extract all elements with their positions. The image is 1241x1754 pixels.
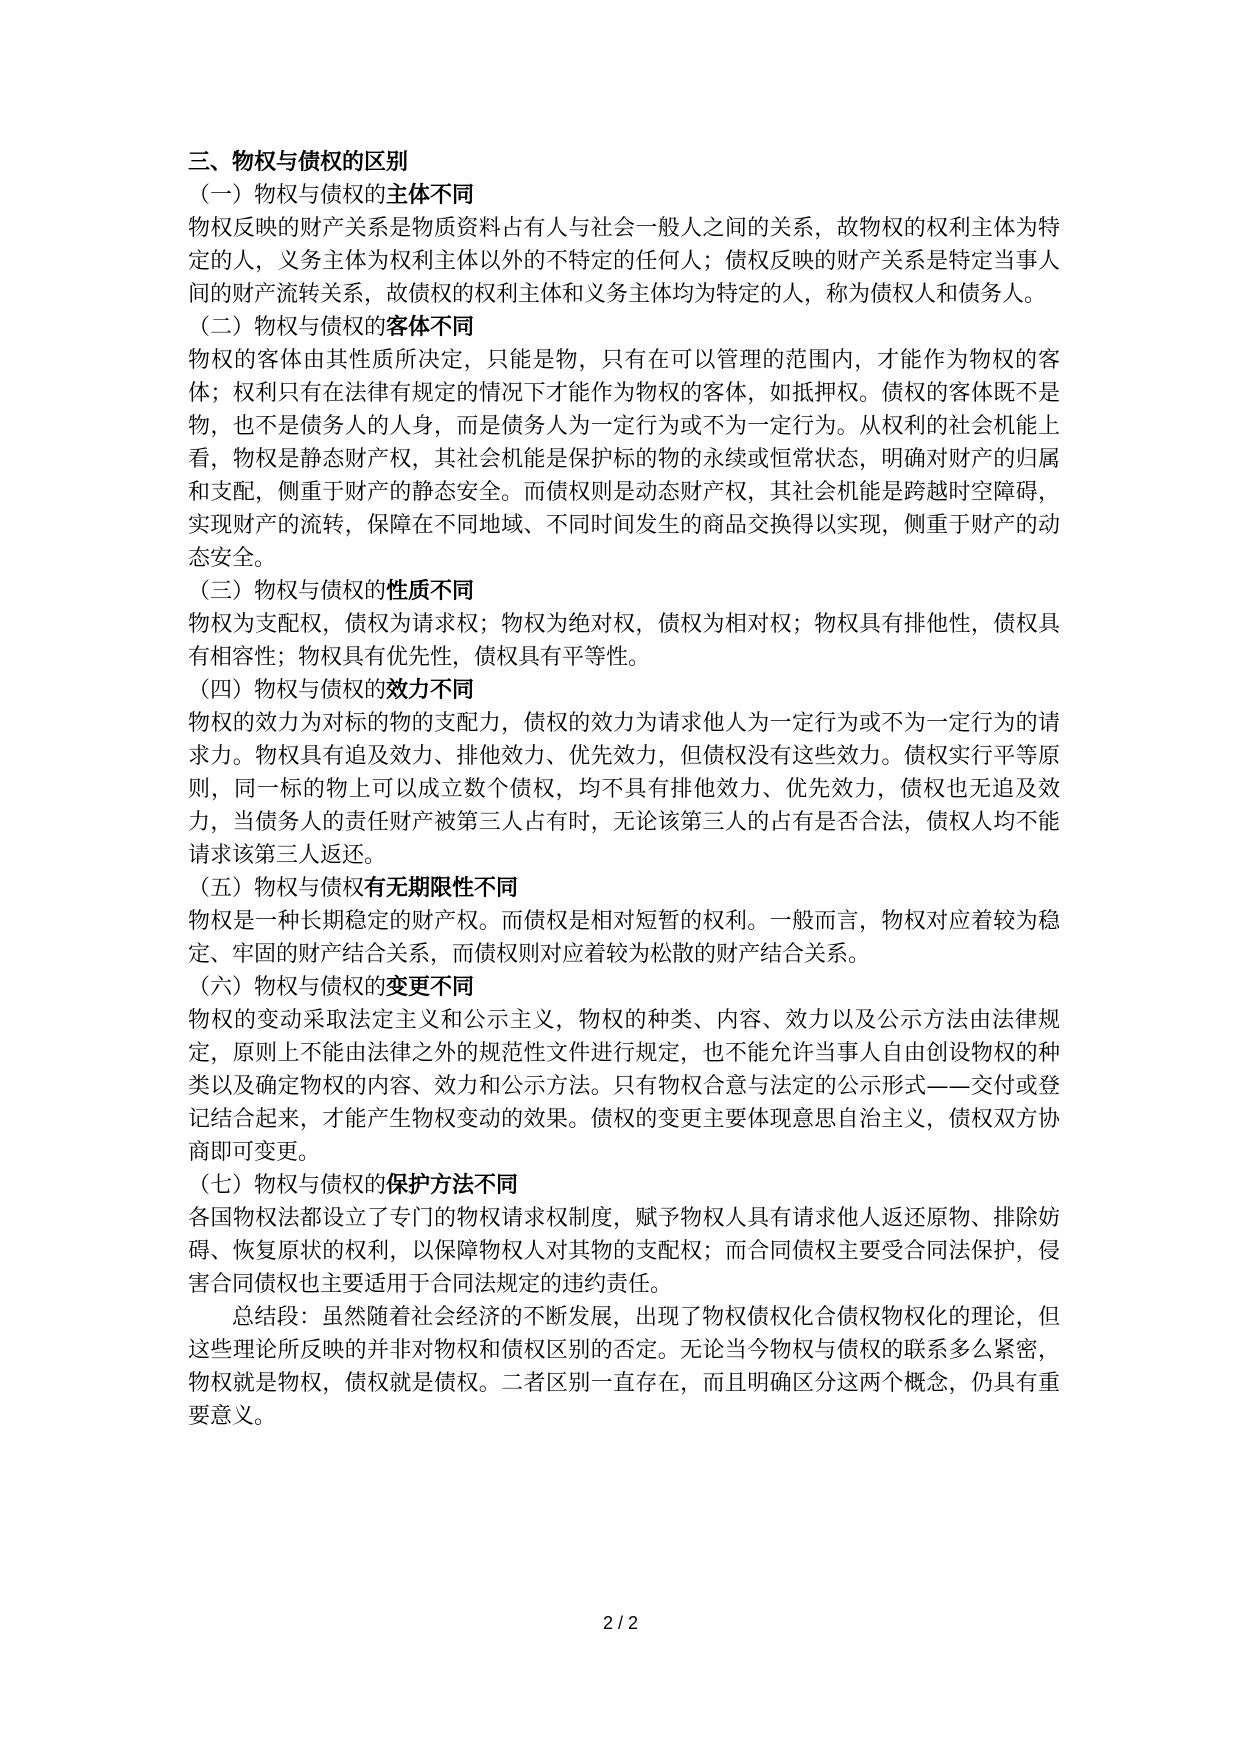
- section-heading-6: [188, 971, 1060, 1004]
- section-heading-3: [188, 575, 1060, 608]
- section-body-3: 物权为支配权，债权为请求权；物权为绝对权，债权为相对权；物权具有排他性，债权具有相容性；物权具有优先性，债权具有平等性。: [188, 612, 1060, 670]
- section-heading-emphasis: 主体不同: [386, 182, 475, 208]
- section-body-4: 物权的效力为对标的物的支配力，债权的效力为请求他人为一定行为或不为一定行为的请求力。物权具有追及效力、排他效力、优先效力，但债权没有这些效力。债权实行平等原则，同一标的物上可以成立数个债权，均不具有排他效力、优先效力，债权也无追及效力，当债务人的责任财产被第三人占有时，无论该第三人的占有是否合法，债权人均不能请求该第三人返还。: [188, 711, 1060, 868]
- section-heading-5: [188, 872, 1060, 905]
- section-heading-prefix: （五）物权与债权: [188, 876, 365, 901]
- section-body-5: 物权是一种长期稳定的财产权。而债权是相对短暂的权利。一般而言，物权对应着较为稳定、牢固的财产结合关系，而债权则对应着较为松散的财产结合关系。: [188, 909, 1060, 967]
- section-heading-emphasis: 效力不同: [386, 677, 475, 703]
- section-heading-prefix: （七）物权与债权的: [188, 1173, 387, 1198]
- section-heading-emphasis: 变更不同: [386, 974, 475, 1000]
- section-heading-emphasis: 性质不同: [386, 578, 475, 604]
- document-content: [188, 146, 1060, 1433]
- section-heading-4: [188, 674, 1060, 707]
- section-heading-1: [188, 179, 1060, 212]
- section-heading-emphasis: 客体不同: [386, 314, 475, 340]
- section-body-2: 物权的客体由其性质所决定，只能是物，只有在可以管理的范围内，才能作为物权的客体；权利只有在法律有规定的情况下才能作为物权的客体，如抵押权。债权的客体既不是物，也不是债务人的人身，而是债务人为一定行为或不为一定行为。从权利的社会机能上看，物权是静态财产权，其社会机能是保护标的物的永续或恒常状态，明确对财产的归属和支配，侧重于财产的静态安全。而债权则是动态财产权，其社会机能是跨越时空障碍，实现财产的流转，保障在不同地域、不同时间发生的商品交换得以实现，侧重于财产的动态安全。: [188, 348, 1060, 571]
- document-title: 三、物权与债权的区别: [188, 149, 409, 175]
- section-heading-7: [188, 1169, 1060, 1202]
- section-body-7: 各国物权法都设立了专门的物权请求权制度，赋予物权人具有请求他人返还原物、排除妨碍、恢复原状的权利，以保障物权人对其物的支配权；而合同债权主要受合同法保护，侵害合同债权也主要适用于合同法规定的违约责任。: [188, 1206, 1060, 1297]
- section-body-1: 物权反映的财产关系是物质资料占有人与社会一般人之间的关系，故物权的权利主体为特定的人，义务主体为权利主体以外的不特定的任何人；债权反映的财产关系是特定当事人间的财产流转关系，故债权的权利主体和义务主体均为特定的人，称为债权人和债务人。: [188, 216, 1060, 307]
- section-heading-2: [188, 311, 1060, 344]
- section-heading-prefix: （一）物权与债权的: [188, 183, 387, 208]
- section-heading-prefix: （三）物权与债权的: [188, 579, 387, 604]
- section-heading-prefix: （四）物权与债权的: [188, 678, 387, 703]
- section-heading-emphasis: 保护方法不同: [386, 1172, 519, 1198]
- section-heading-emphasis: 有无期限性不同: [364, 875, 519, 901]
- section-heading-prefix: （六）物权与债权的: [188, 975, 387, 1000]
- section-heading-prefix: （二）物权与债权的: [188, 315, 387, 340]
- section-body-6: 物权的变动采取法定主义和公示主义，物权的种类、内容、效力以及公示方法由法律规定，原则上不能由法律之外的规范性文件进行规定，也不能允许当事人自由创设物权的种类以及确定物权的内容、效力和公示方法。只有物权合意与法定的公示形式——交付或登记结合起来，才能产生物权变动的效果。债权的变更主要体现意思自治主义，债权双方协商即可变更。: [188, 1008, 1060, 1165]
- summary-paragraph: 总结段：虽然随着社会经济的不断发展，出现了物权债权化合债权物权化的理论，但这些理论所反映的并非对物权和债权区别的否定。无论当今物权与债权的联系多么紧密，物权就是物权，债权就是债权。二者区别一直存在，而且明确区分这两个概念，仍具有重要意义。: [188, 1305, 1060, 1429]
- page-number: 2 / 2: [602, 1613, 639, 1633]
